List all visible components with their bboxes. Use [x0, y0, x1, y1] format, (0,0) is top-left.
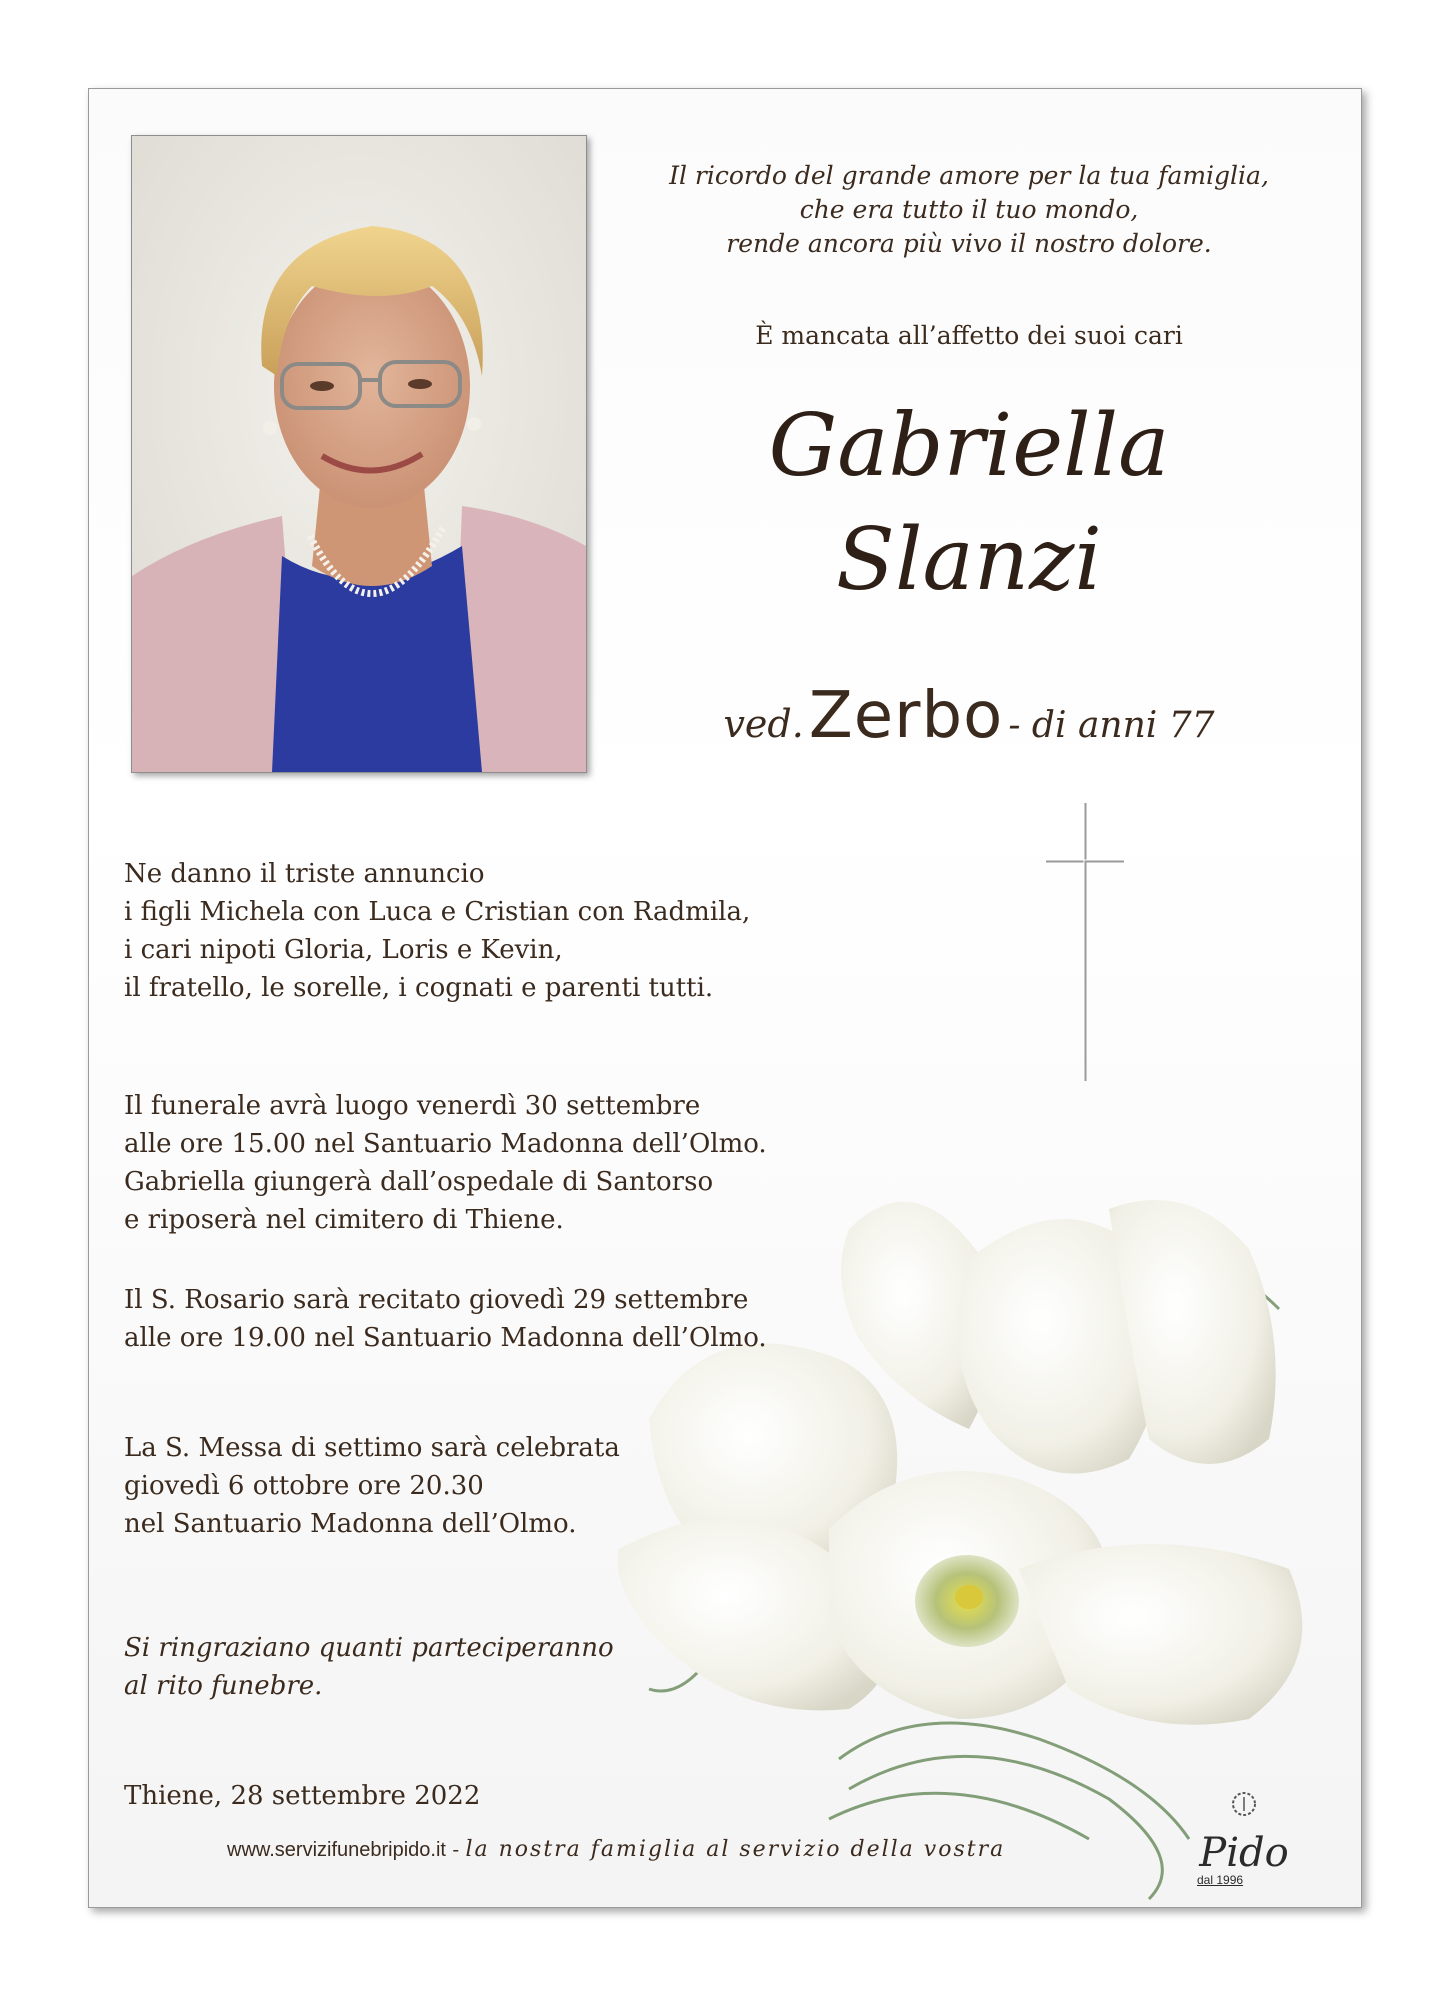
mass-line: giovedì 6 ottobre ore 20.30: [124, 1471, 484, 1501]
funeral-line: Gabriella giungerà dall’ospedale di Santorso: [124, 1167, 714, 1197]
quote-line: rende ancora più vivo il nostro dolore.: [726, 229, 1212, 258]
thanks-line: al rito funebre.: [124, 1671, 323, 1701]
quote-line: Il ricordo del grande amore per la tua famiglia,: [669, 161, 1269, 190]
mass-details: [124, 1429, 620, 1543]
deceased-name: [649, 389, 1289, 617]
announcement-line: il fratello, le sorelle, i cognati e parenti tutti.: [124, 973, 714, 1003]
last-name: Slanzi: [836, 510, 1102, 610]
portrait-photo: [131, 135, 587, 773]
website-link[interactable]: www.servizifunebripido.it: [227, 1839, 446, 1861]
footer: [227, 1837, 1005, 1862]
quote-line: che era tutto il tuo mondo,: [799, 195, 1139, 224]
funeral-home-logo: [1189, 1789, 1299, 1889]
footer-motto: la nostra famiglia al servizio della vostra: [465, 1837, 1006, 1862]
logo-wordmark: Pido: [1199, 1830, 1289, 1876]
widow-prefix: ved.: [723, 702, 804, 746]
announcement-line: Ne danno il triste annuncio: [124, 859, 485, 889]
footer-separator: -: [445, 1837, 466, 1861]
age-text: - di anni 77: [1008, 705, 1215, 746]
memorial-quote: [649, 159, 1289, 261]
rosary-details: [124, 1281, 767, 1357]
funeral-line: Il funerale avrà luogo venerdì 30 settembre: [124, 1091, 701, 1121]
first-name: Gabriella: [768, 396, 1170, 496]
funeral-details: [124, 1087, 767, 1239]
cross-icon: [1044, 801, 1126, 1087]
announcement-line: i cari nipoti Gloria, Loris e Kevin,: [124, 935, 563, 965]
widow-line: [649, 679, 1289, 753]
intro-text: È mancata all’affetto dei suoi cari: [755, 321, 1183, 350]
rosary-line: Il S. Rosario sarà recitato giovedì 29 settembre: [124, 1285, 749, 1315]
logo-since: dal 1996: [1197, 1873, 1244, 1887]
wreath-icon: [1229, 1789, 1259, 1819]
place-date: Thiene, 28 settembre 2022: [124, 1781, 481, 1811]
funeral-line: e riposerà nel cimitero di Thiene.: [124, 1205, 564, 1235]
funeral-line: alle ore 15.00 nel Santuario Madonna dell’Olmo.: [124, 1129, 767, 1159]
announcement-text: [124, 855, 750, 1007]
thanks-line: Si ringraziano quanti parteciperanno: [124, 1633, 614, 1663]
announcement-line: i figli Michela con Luca e Cristian con Radmila,: [124, 897, 751, 927]
married-name: Zerbo: [808, 679, 1004, 753]
mass-line: La S. Messa di settimo sarà celebrata: [124, 1433, 620, 1463]
thanks-text: [124, 1629, 614, 1705]
obituary-sheet: [88, 88, 1362, 1908]
rosary-line: alle ore 19.00 nel Santuario Madonna dell’Olmo.: [124, 1323, 767, 1353]
mass-line: nel Santuario Madonna dell’Olmo.: [124, 1509, 577, 1539]
